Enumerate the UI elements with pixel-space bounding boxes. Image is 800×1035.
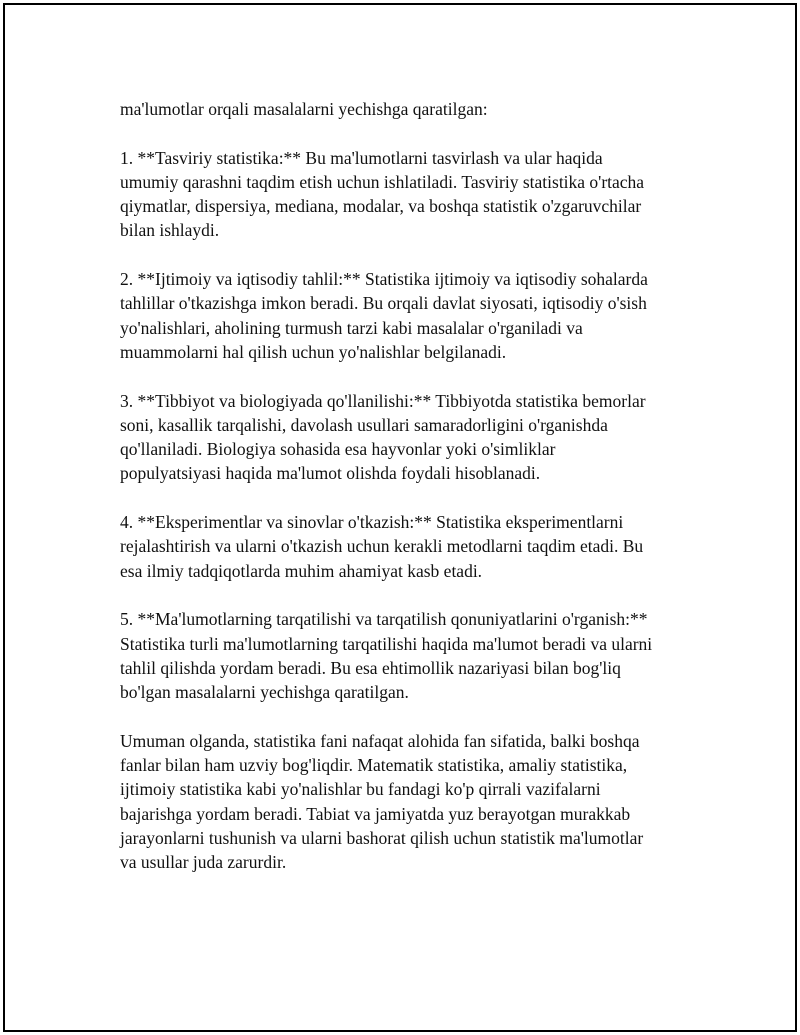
list-item-distributions: 5. **Ma'lumotlarning tarqatilishi va tarqatilish qonuniyatlarini o'rganish:** Statistika turli ma'lumotlarning tarqatilishi haqida ma'lumot beradi va ularni tahlil qilishda yordam beradi. Bu esa ehtimollik nazariyasi bilan bog'liq bo'lgan masalalarni yechishga qaratilgan.: [120, 609, 653, 703]
conclusion-paragraph: Umuman olganda, statistika fani nafaqat alohida fan sifatida, balki boshqa fanlar bilan ham uzviy bog'liqdir. Matematik statistika, amaliy statistika, ijtimoiy statistika kabi yo'nalishlar bu fandagi ko'p qirrali vazifalarni bajarishga yordam beradi. Tabiat va jamiyatda yuz berayotgan murakkab jarayonlarni tushunish va ularni bashorat qilish uchun statistik ma'lumotlar va usullar juda zarurdir.: [120, 730, 644, 873]
list-item-medicine-biology: 3. **Tibbiyot va biologiyada qo'llanilishi:** Tibbiyotda statistika bemorlar soni, kasallik tarqalishi, davolash usullari samaradorligini o'rganishda qo'llaniladi. Biologiya sohasida esa hayvonlar yoki o'simliklar populyatsiyasi haqida ma'lumot olishda foydali hisoblanadi.: [120, 390, 646, 484]
intro-line: ma'lumotlar orqali masalalarni yechishga qaratilgan:: [120, 99, 488, 119]
page-frame: [3, 3, 797, 1032]
document-body: [120, 97, 700, 899]
list-item-experiments: 4. **Eksperimentlar va sinovlar o'tkazish:** Statistika eksperimentlarni rejalashtirish va ularni o'tkazish uchun kerakli metodlarni taqdim etadi. Bu esa ilmiy tadqiqotlarda muhim ahamiyat kasb etadi.: [120, 512, 644, 581]
list-item-social-economic-analysis: 2. **Ijtimoiy va iqtisodiy tahlil:** Statistika ijtimoiy va iqtisodiy sohalarda tahlillar o'tkazishga imkon beradi. Bu orqali davlat siyosati, iqtisodiy o'sish yo'nalishlari, aholining turmush tarzi kabi masalalar o'rganiladi va muammolarni hal qilish uchun yo'nalishlar belgilanadi.: [120, 269, 648, 362]
list-item-descriptive-statistics: 1. **Tasviriy statistika:** Bu ma'lumotlarni tasvirlash va ular haqida umumiy qarashni taqdim etish uchun ishlatiladi. Tasviriy statistika o'rtacha qiymatlar, dispersiya, mediana, modalar, va boshqa statistik o'zgaruvchilar bilan ishlaydi.: [120, 147, 645, 241]
